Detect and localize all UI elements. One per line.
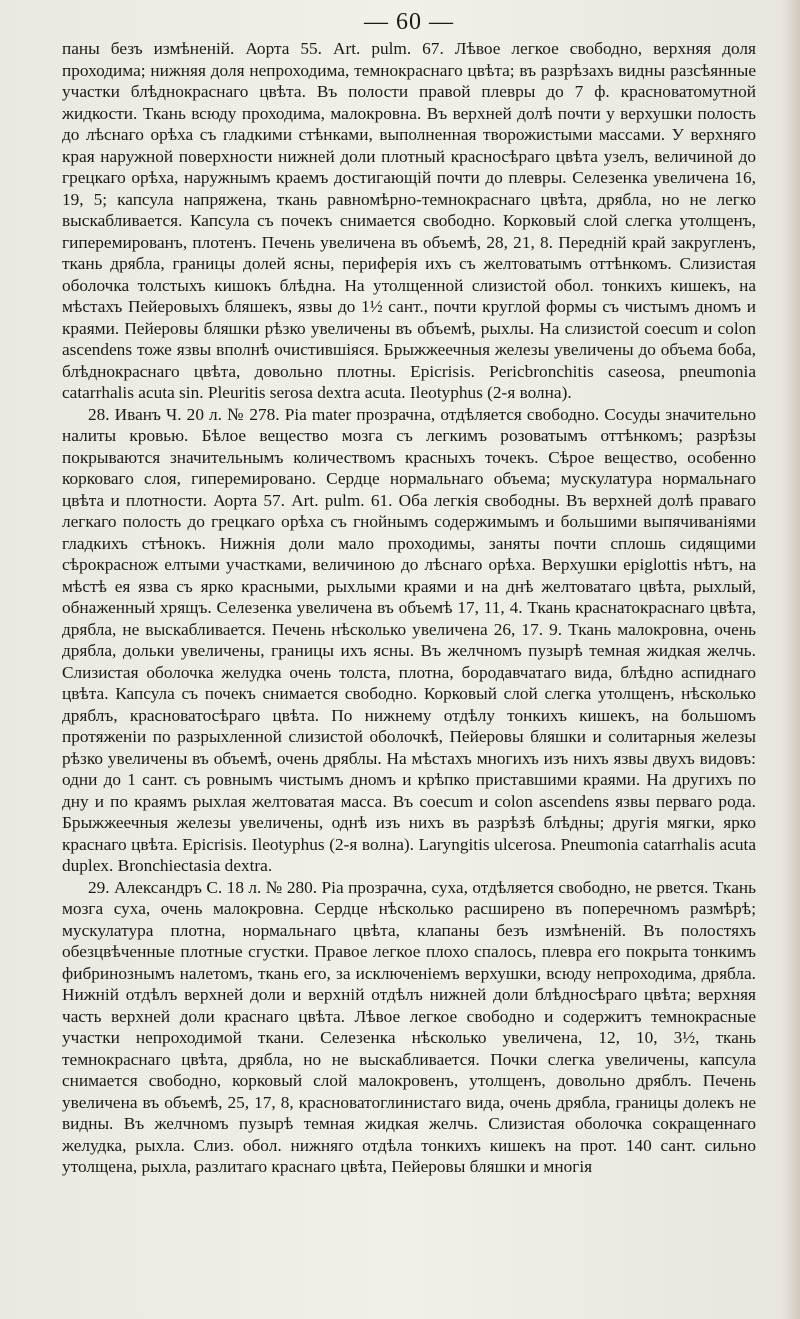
page-number: — 60 — <box>364 9 454 35</box>
page-edge-shadow <box>782 0 800 1319</box>
body-text <box>62 38 756 1178</box>
paragraph-case-29: 29. Александръ С. 18 л. № 280. Pia прозрачна, суха, отдѣляется свободно, не рвется. Ткань мозга суха, очень малокровна. Сердце нѣсколько расширено въ поперечномъ размѣрѣ; мускулатура плотна, нормальнаго цвѣта, клапаны безъ измѣненій. Въ полостяхъ обезцвѣченные плотные сгустки. Правое легкое плохо спалось, плевра его покрыта тонкимъ фибринознымъ налетомъ, ткань его, за исключеніемъ верхушки, всюду непроходима, дрябла. Нижній отдѣлъ верхней доли и верхній отдѣлъ нижней доли блѣдносѣраго цвѣта; верхняя часть верхней доли краснаго цвѣта. Лѣвое легкое свободно и содержитъ темнокрасные участки непроходимой ткани. Селезенка нѣсколько увеличена, 12, 10, 3½, ткань темнокраснаго цвѣта, дрябла, но не выскабливается. Почки слегка увеличены, капсула снимается свободно, корковый слой малокровенъ, утолщенъ, довольно дряблъ. Печень увеличена въ объемѣ, 25, 17, 8, красноватоглинистаго вида, очень дрябла, границы долекъ не видны. Въ желчномъ пузырѣ темная жидкая желчь. Слизистая оболочка сокращеннаго желудка, рыхла. Слиз. обол. нижняго отдѣла тонкихъ кишекъ на прот. 140 сант. сильно утолщена, рыхла, разлитаго краснаго цвѣта, Пейеровы бляшки и многія <box>62 877 756 1176</box>
paragraph-continuation: паны безъ измѣненій. Аорта 55. Art. pulm. 67. Лѣвое легкое свободно, верхняя доля проходима; нижняя доля непроходима, темнокраснаго цвѣта; въ разрѣзахъ видны разсѣянные участки блѣднокраснаго цвѣта. Въ полости правой плевры до 7 ф. красноватомутной жидкости. Ткань всюду проходима, малокровна. Въ верхней долѣ почти у верхушки полость до лѣснаго орѣха съ гладкими стѣнками, выполненная творожистыми массами. У верхняго края наружной поверхности нижней доли плотный красносѣраго цвѣта узелъ, величиной до грецкаго орѣха, наружнымъ краемъ достигающій почти до плевры. Селезенка увеличена 16, 19, 5; капсула напряжена, ткань равномѣрно-темнокраснаго цвѣта, дрябла, но не легко выскабливается. Капсула съ почекъ снимается свободно. Корковый слой слегка утолщенъ, гиперемированъ, плотенъ. Печень увеличена въ объемѣ, 28, 21, 8. Передній край закругленъ, ткань дрябла, границы долей ясны, периферія ихъ съ желтоватымъ оттѣнкомъ. Слизистая оболочка толстыхъ кишокъ блѣдна. На утолщенной слизистой обол. тонкихъ кишекъ, на мѣстахъ Пейеровыхъ бляшекъ, язвы до 1½ сант., почти круглой формы съ чистымъ дномъ и краями. Пейеровы бляшки рѣзко увеличены въ объемѣ, рыхлы. На слизистой coecum и colon ascendens тоже язвы вполнѣ очистившіяся. Брыжжеечныя железы увеличены до объема боба, блѣднокраснаго цвѣта, довольно плотны. Epicrisis. Pericbronchitis caseosa, pneumonia catarrhalis acuta sin. Pleuritis serosa dextra acuta. Ileotyphus (2-я волна). <box>62 39 756 402</box>
paragraph-case-28: 28. Иванъ Ч. 20 л. № 278. Pia mater прозрачна, отдѣляется свободно. Сосуды значительно налиты кровью. Бѣлое вещество мозга съ легкимъ розоватымъ оттѣнкомъ; разрѣзы покрываются значительнымъ количествомъ красныхъ точекъ. Сѣрое вещество, особенно корковаго слоя, гиперемировано. Сердце нормальнаго объема; мускулатура нормальнаго цвѣта и плотности. Аорта 57. Art. pulm. 61. Оба легкія свободны. Въ верхней долѣ праваго легкаго полость до грецкаго орѣха съ гнойнымъ содержимымъ и большими выпячиваніями гладкихъ стѣнокъ. Нижнія доли мало проходимы, заняты почти сплошь сидящими сѣрокраснож елтыми участками, величиною до лѣснаго орѣха. Верхушки epiglottis нѣтъ, на мѣстѣ ея язва съ ярко красными, рыхлыми краями и на днѣ желтоватаго цвѣта, рыхлый, обнаженный хрящъ. Селезенка увеличена въ объемѣ 17, 11, 4. Ткань краснатокраснаго цвѣта, дрябла, не выскабливается. Печень нѣсколько увеличена 26, 17. 9. Ткань малокровна, очень дрябла, дольки увеличены, границы ихъ ясны. Въ желчномъ пузырѣ темная жидкая желчь. Слизистая оболочка желудка очень толста, плотна, бородавчатаго вида, блѣдно аспиднаго цвѣта. Капсула съ почекъ снимается свободно. Корковый слой слегка утолщенъ, нѣсколько дряблъ, красноватосѣраго цвѣта. По нижнему отдѣлу тонкихъ кишекъ, на большомъ протяженіи по разрыхленной слизистой оболочкѣ, Пейеровы бляшки и солитарныя железы рѣзко увеличены въ объемѣ, очень дряблы. На мѣстахъ многихъ изъ нихъ язвы двухъ видовъ: одни до 1 сант. съ ровнымъ чистымъ дномъ и крѣпко приставшими краями. На другихъ по дну и по краямъ рыхлая желтоватая масса. Въ coecum и colon ascendens язвы перваго рода. Брыжжеечныя железы увеличены, однѣ изъ нихъ въ разрѣзѣ блѣдны; другія мягки, ярко краснаго цвѣта. Epicrisis. Ileotyphus (2-я волна). Laryngitis ulcerosa. Pneumonia catarrhalis acuta duplex. Bronchiectasia dextra. <box>62 404 756 875</box>
